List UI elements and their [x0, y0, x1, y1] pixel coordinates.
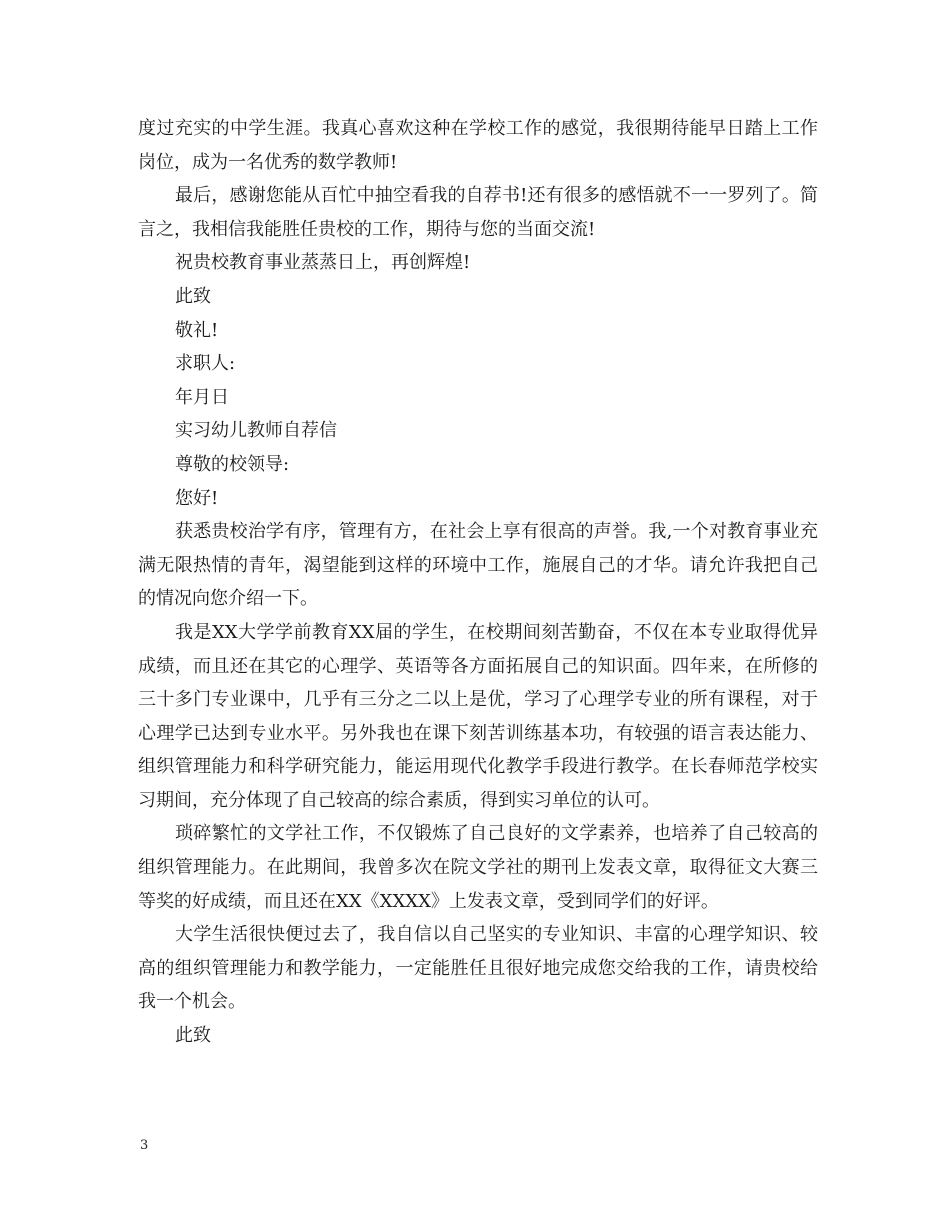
page-number: 3 — [140, 1138, 149, 1153]
applicant-line: 求职人: — [175, 353, 236, 375]
closing-salutation-2: 此致 — [175, 1025, 211, 1047]
closing-salutation: 此致 — [175, 285, 211, 307]
closing-regards: 敬礼! — [175, 319, 219, 341]
greeting-recipient: 尊敬的校领导: — [175, 453, 290, 475]
paragraph-education: 我是XX大学学前教育XX届的学生，在校期间刻苦勤奋，不仅在本专业取得优异成绩，而且还在其它的心理学、英语等各方面拓展自己的知识面。四年来，在所修的三十多门专业课中，几乎有三分之二以上是优，学习了心理学专业的所有课程，对于心理学已达到专业水平。另外我也在课下刻苦训练基本功，有较强的语言表达能力、组织管理能力和科学研究能力，能运用现代化教学手段进行教学。在长春师范学校实习期间，充分体现了自己较高的综合素质，得到实习单位的认可。 — [138, 621, 818, 811]
document-body — [138, 112, 818, 1053]
paragraph-2: 最后，感谢您能从百忙中抽空看我的自荐书!还有很多的感悟就不一一罗列了。简言之，我相信我能胜任贵校的工作，期待与您的当面交流! — [138, 185, 818, 240]
paragraph-1: 度过充实的中学生涯。我真心喜欢这种在学校工作的感觉，我很期待能早日踏上工作岗位，成为一名优秀的数学教师! — [138, 118, 818, 173]
paragraph-intro: 获悉贵校治学有序，管理有方，在社会上享有很高的声誉。我,一个对教育事业充满无限热情的青年，渴望能到这样的环境中工作，施展自己的才华。请允许我把自己的情况向您介绍一下。 — [138, 521, 818, 610]
greeting-hello: 您好! — [175, 487, 219, 509]
paragraph-conclusion: 大学生活很快便过去了，我自信以自己坚实的专业知识、丰富的心理学知识、较高的组织管理能力和教学能力，一定能胜任且很好地完成您交给我的工作，请贵校给我一个机会。 — [138, 924, 818, 1013]
paragraph-literary-club: 琐碎繁忙的文学社工作，不仅锻炼了自己良好的文学素养，也培养了自己较高的组织管理能力。在此期间，我曾多次在院文学社的期刊上发表文章，取得征文大赛三等奖的好成绩，而且还在XX《XXXX》上发表文章，受到同学们的好评。 — [138, 823, 818, 912]
paragraph-3: 祝贵校教育事业蒸蒸日上，再创辉煌! — [175, 252, 471, 274]
section-title: 实习幼儿教师自荐信 — [175, 420, 337, 442]
date-line: 年月日 — [175, 386, 229, 408]
